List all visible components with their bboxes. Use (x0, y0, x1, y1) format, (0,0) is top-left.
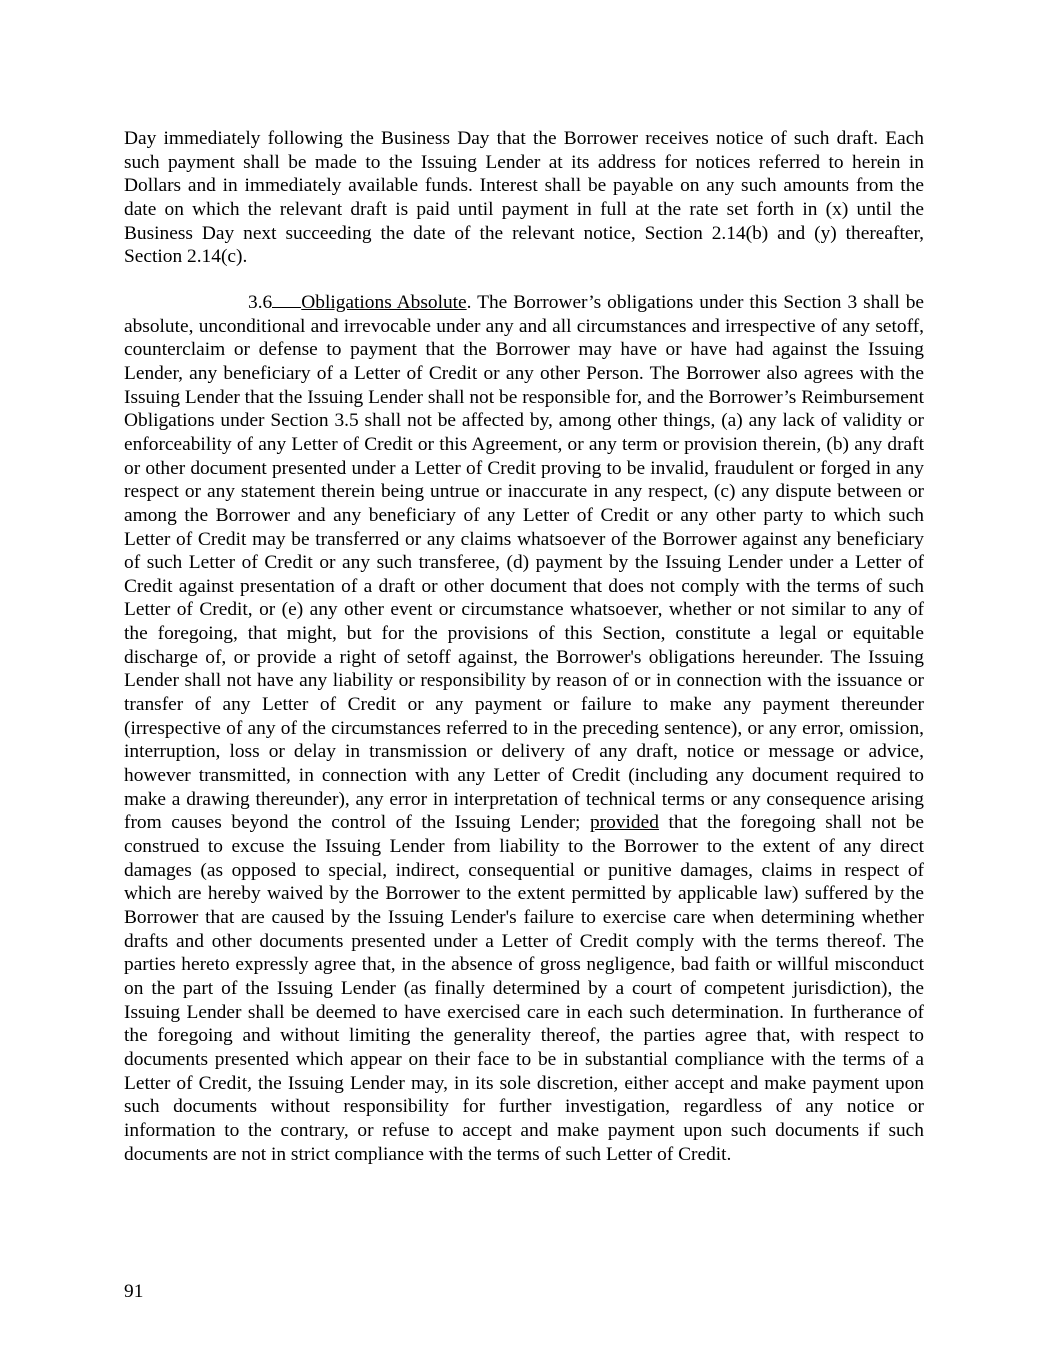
page-number: 91 (124, 1281, 144, 1302)
section-body-part-2: that the foregoing shall not be construed to excuse the Issuing Lender from liability to the Borrower to the extent of any direct damages (as opposed to special, indirect, consequential or punitive damages, claims in respect of which are hereby waived by the Borrower to the extent permitted by applicable law) suffered by the Borrower that are caused by the Issuing Lender's failure to exercise care when determining whether drafts and other documents presented under a Letter of Credit comply with the terms thereof. The parties hereto expressly agree that, in the absence of gross negligence, bad faith or willful misconduct on the part of the Issuing Lender (as finally determined by a court of competent jurisdiction), the Issuing Lender shall be deemed to have exercised care in each such determination. In furtherance of the foregoing and without limiting the generality thereof, the parties agree that, with respect to documents presented which appear on their face to be in substantial compliance with the terms of a Letter of Credit, the Issuing Lender may, in its sole discretion, either accept and make payment upon such documents without responsibility for further investigation, regardless of any notice or information to the contrary, or refuse to accept and make payment upon such documents if such documents are not in strict compliance with the terms of such Letter of Credit. (124, 812, 924, 1165)
document-page (124, 127, 924, 1166)
paragraph-continuation: Day immediately following the Business Day that the Borrower receives notice of such draft. Each such payment shall be made to the Issuing Lender at its address for notices referred to herein in Dollars and in immediately available funds. Interest shall be payable on any such amounts from the date on which the relevant draft is paid until payment in full at the rate set forth in (x) until the Business Day next succeeding the date of the relevant notice, Section 2.14(b) and (y) thereafter, Section 2.14(c). (124, 128, 924, 268)
section-number: 3.6 (248, 291, 273, 313)
section-tab-underline (272, 290, 301, 308)
section-heading-suffix: . (466, 291, 478, 313)
section-3-6-paragraph (124, 290, 924, 1166)
section-body-part-1: The Borrower’s obligations under this Section 3 shall be absolute, unconditional and irrevocable under any and all circumstances and irrespective of any setoff, counterclaim or defense to payment that the Borrower may have or have had against the Issuing Lender, any beneficiary of a Letter of Credit or any other Person. The Borrower also agrees with the Issuing Lender that the Issuing Lender shall not be responsible for, and the Borrower’s Reimbursement Obligations under Section 3.5 shall not be affected by, among other things, (a) any lack of validity or enforceability of any Letter of Credit or this Agreement, or any term or provision therein, (b) any draft or other document presented under a Letter of Credit proving to be invalid, fraudulent or forged in any respect or any statement therein being untrue or inaccurate in any respect, (c) any dispute between or among the Borrower and any beneficiary of any Letter of Credit or any other party to which such Letter of Credit may be transferred or any claims whatsoever of the Borrower against any beneficiary of such Letter of Credit or any such transferee, (d) payment by the Issuing Lender under a Letter of Credit against presentation of a draft or other document that does not comply with the terms of such Letter of Credit, or (e) any other event or circumstance whatsoever, whether or not similar to any of the foregoing, that might, but for the provisions of this Section, constitute a legal or equitable discharge of, or provide a right of setoff against, the Borrower's obligations hereunder. The Issuing Lender shall not have any liability or responsibility by reason of or in connection with the issuance or transfer of any Letter of Credit or any payment or failure to make any payment thereunder (irrespective of any of the circumstances referred to in the preceding sentence), or any error, omission, interruption, loss or delay in transmission or delivery of any draft, notice or message or advice, however transmitted, in connection with any Letter of Credit (including any document required to make a drawing thereunder), any error in interpretation of technical terms or any consequence arising from causes beyond the control of the Issuing Lender; (124, 291, 924, 834)
section-heading: Obligations Absolute (301, 291, 467, 313)
provided-term: provided (589, 812, 659, 834)
